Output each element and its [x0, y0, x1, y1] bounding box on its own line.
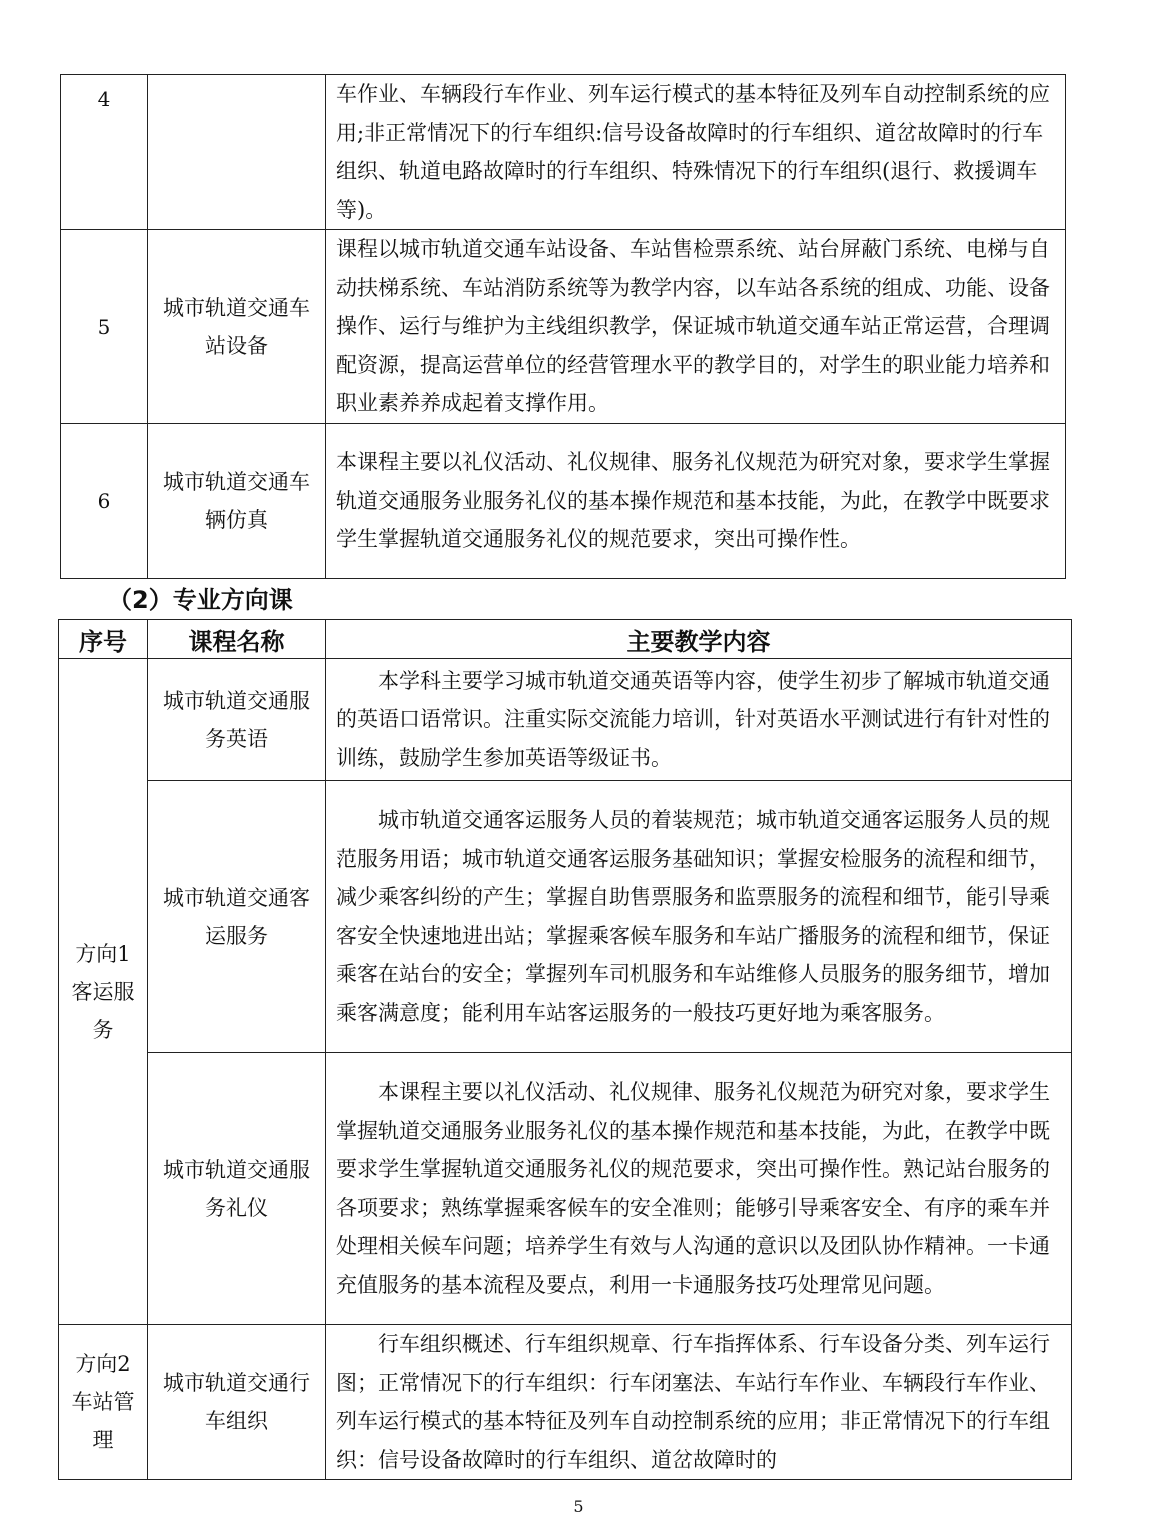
course-name: 城市轨道交通服务英语	[148, 659, 326, 781]
header-content: 主要教学内容	[326, 620, 1072, 659]
table-row	[59, 659, 1072, 781]
table-row	[61, 75, 1066, 230]
row-number: 4	[61, 75, 148, 230]
direction-group-label: 方向2车站管理	[59, 1325, 148, 1480]
direction-group-label: 方向1客运服务	[59, 659, 148, 1325]
table-header-row	[59, 620, 1072, 659]
row-number: 5	[61, 230, 148, 424]
course-name: 城市轨道交通客运服务	[148, 781, 326, 1053]
direction-course-table	[58, 619, 1072, 1480]
table-row	[61, 230, 1066, 424]
course-content: 城市轨道交通客运服务人员的着装规范；城市轨道交通客运服务人员的规范服务用语；城市轨道交通客运服务基础知识；掌握安检服务的流程和细节，减少乘客纠纷的产生；掌握自助售票服务和监票服务的流程和细节，能引导乘客安全快速地进出站；掌握乘客候车服务和车站广播服务的流程和细节，保证乘客在站台的安全；掌握列车司机服务和车站维修人员服务的服务细节，增加乘客满意度；能利用车站客运服务的一般技巧更好地为乘客服务。	[326, 781, 1072, 1053]
course-content: 本课程主要以礼仪活动、礼仪规律、服务礼仪规范为研究对象，要求学生掌握轨道交通服务业服务礼仪的基本操作规范和基本技能，为此，在教学中既要求学生掌握轨道交通服务礼仪的规范要求，突出可操作性。	[326, 424, 1066, 579]
row-number: 6	[61, 424, 148, 579]
course-content: 车作业、车辆段行车作业、列车运行模式的基本特征及列车自动控制系统的应用;非正常情况下的行车组织:信号设备故障时的行车组织、道岔故障时的行车组织、轨道电路故障时的行车组织、特殊情况下的行车组织(退行、救援调车等)。	[326, 75, 1066, 230]
section-heading: （2）专业方向课	[108, 586, 293, 614]
course-name: 城市轨道交通车辆仿真	[148, 424, 326, 579]
course-content: 行车组织概述、行车组织规章、行车指挥体系、行车设备分类、列车运行图；正常情况下的行车组织：行车闭塞法、车站行车作业、车辆段行车作业、列车运行模式的基本特征及列车自动控制系统的应用；非正常情况下的行车组织：信号设备故障时的行车组织、道岔故障时的	[326, 1325, 1072, 1480]
course-content: 课程以城市轨道交通车站设备、车站售检票系统、站台屏蔽门系统、电梯与自动扶梯系统、车站消防系统等为教学内容，以车站各系统的组成、功能、设备操作、运行与维护为主线组织教学，保证城市轨道交通车站正常运营，合理调配资源，提高运营单位的经营管理水平的教学目的，对学生的职业能力培养和职业素养养成起着支撑作用。	[326, 230, 1066, 424]
table-row	[61, 424, 1066, 579]
course-content: 本课程主要以礼仪活动、礼仪规律、服务礼仪规范为研究对象，要求学生掌握轨道交通服务业服务礼仪的基本操作规范和基本技能，为此，在教学中既要求学生掌握轨道交通服务礼仪的规范要求，突出可操作性。熟记站台服务的各项要求；熟练掌握乘客候车的安全准则；能够引导乘客安全、有序的乘车并处理相关候车问题；培养学生有效与人沟通的意识以及团队协作精神。一卡通充值服务的基本流程及要点，利用一卡通服务技巧处理常见问题。	[326, 1053, 1072, 1325]
table-row	[59, 781, 1072, 1053]
course-name: 城市轨道交通车站设备	[148, 230, 326, 424]
course-content: 本学科主要学习城市轨道交通英语等内容，使学生初步了解城市轨道交通的英语口语常识。注重实际交流能力培训，针对英语水平测试进行有针对性的训练，鼓励学生参加英语等级证书。	[326, 659, 1072, 781]
course-name: 城市轨道交通服务礼仪	[148, 1053, 326, 1325]
header-number: 序号	[59, 620, 148, 659]
page-number: 5	[573, 1497, 584, 1516]
header-course-name: 课程名称	[148, 620, 326, 659]
table-row	[59, 1053, 1072, 1325]
course-name	[148, 75, 326, 230]
table-row	[59, 1325, 1072, 1480]
course-name: 城市轨道交通行车组织	[148, 1325, 326, 1480]
course-table-continued	[60, 74, 1066, 579]
